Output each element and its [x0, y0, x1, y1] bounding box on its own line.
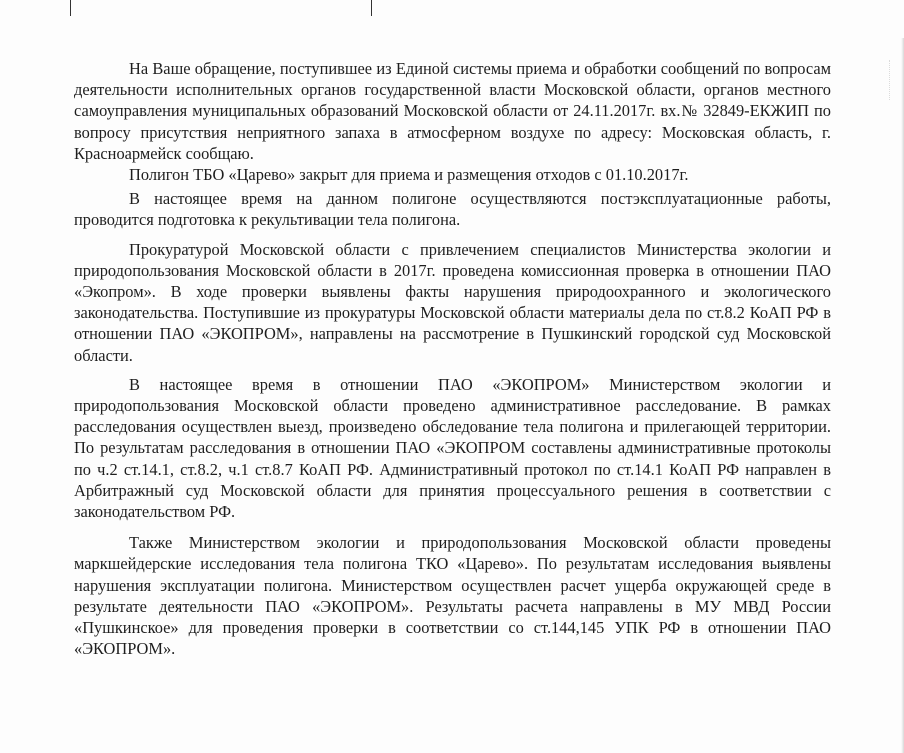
paragraph-administrative-investigation: В настоящее время в отношении ПАО «ЭКОПРОМ» Министерством экологии и природопользования Московской области проведено административное расследование. В рамках расследования осуществлен выезд, произведено обследование тела полигона и прилегающей территории. По результатам расследования в отношении ПАО «ЭКОПРОМ составлены административные протоколы по ч.2 ст.14.1, ст.8.2, ч.1 ст.8.7 КоАП РФ. Административный протокол по ст.14.1 КоАП РФ направлен в Арбитражный суд Московской области для принятия процессуального решения в соответствии с законодательством РФ. — [74, 374, 831, 522]
letter-body — [74, 58, 831, 659]
paragraph-survey-results: Также Министерством экологии и природопользования Московской области проведены маркшейдерские исследования тела полигона ТКО «Царево». По результатам исследования выявлены нарушения эксплуатации полигона. Министерством осуществлен расчет ущерба окружающей среде в результате деятельности ПАО «ЭКОПРОМ». Результаты расчета направлены в МУ МВД России «Пушкинское» для проведения проверки в соответствии со ст.144,145 УПК РФ в отношении ПАО «ЭКОПРОМ». — [74, 533, 831, 659]
margin-marks — [889, 60, 900, 100]
header-rule-left — [70, 0, 71, 16]
paragraph-landfill-closed: Полигон ТБО «Царево» закрыт для приема и размещения отходов с 01.10.2017г. — [129, 165, 689, 185]
paragraph-prosecutor-check: Прокуратурой Московской области с привлечением специалистов Министерства экологии и природопользования Московской области в 2017г. проведена комиссионная проверка в отношении ПАО «Экопром». В ходе проверки выявлены факты нарушения природоохранного и экологического законодательства. Поступившие из прокуратуры Московской области материалы дела по ст.8.2 КоАП РФ в отношении ПАО «ЭКОПРОМ», направлены на рассмотрение в Пушкинский городской суд Московской области. — [74, 239, 831, 365]
header-rule-right — [371, 0, 372, 16]
paragraph-request: На Ваше обращение, поступившее из Единой системы приема и обработки сообщений по вопросам деятельности исполнительных органов государственной власти Московской области, органов местного самоуправления муниципальных образований Московской области от 24.11.2017г. вх.№ 32849-ЕКЖИП по вопросу присутствия неприятного запаха в атмосферном воздухе по адресу: Московская область, г. Красноармейск сообщаю. — [74, 59, 831, 163]
paragraph-post-operation: В настоящее время на данном полигоне осуществляются постэксплуатационные работы, проводится подготовка к рекультивации тела полигона. — [74, 189, 831, 230]
